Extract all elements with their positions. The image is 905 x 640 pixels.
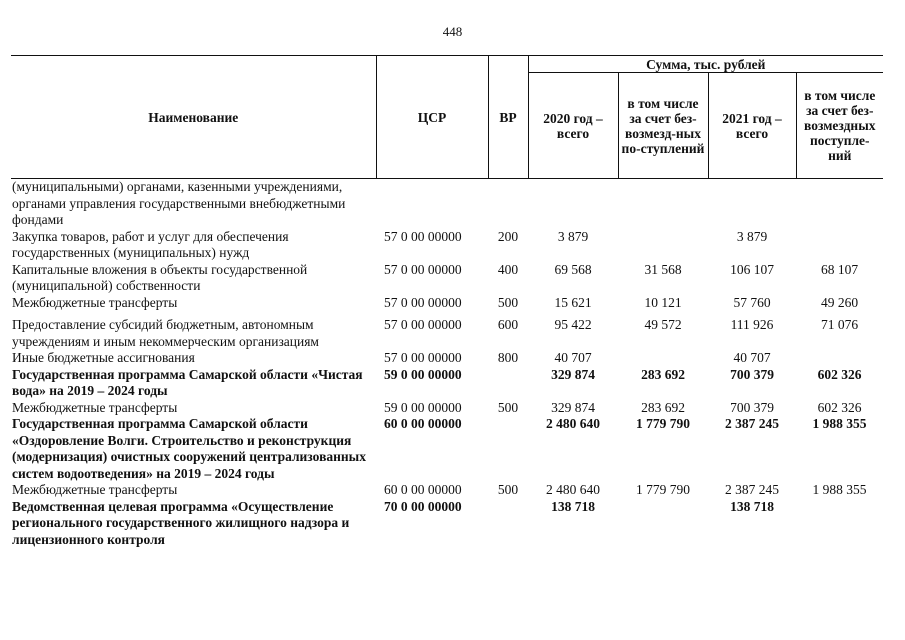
row-2020-grant: 10 121 — [644, 294, 682, 310]
row-name: Закупка товаров, работ и услуг для обеспечения государственных (муниципальных) нужд — [12, 228, 289, 260]
table-row — [11, 262, 883, 295]
row-2020-grant: 49 572 — [644, 317, 682, 332]
table-row — [11, 229, 883, 262]
row-name: Предоставление субсидий бюджетным, автономным учреждениям и иным некоммерческим организациям — [12, 317, 319, 349]
table-row — [11, 350, 883, 367]
row-2020-grant: 1 779 790 — [636, 416, 690, 431]
row-2020-total: 329 874 — [551, 399, 595, 415]
row-name: Капитальные вложения в объекты государственной (муниципальной) собственности — [12, 261, 308, 293]
header-2021-grant: в том числе за счет без-возмездных поступле-ний — [796, 73, 883, 179]
row-2021-grant: 1 988 355 — [812, 482, 867, 497]
row-csr — [376, 179, 488, 229]
row-2021-total: 106 107 — [730, 261, 774, 277]
table-row — [11, 367, 883, 400]
row-2020-total: 95 422 — [554, 317, 592, 332]
row-2020-total — [528, 179, 618, 229]
row-2021-total: 40 707 — [733, 350, 771, 365]
row-2020-total: 3 879 — [557, 228, 589, 244]
row-2020-total: 40 707 — [554, 350, 592, 365]
row-2021-grant: 68 107 — [820, 261, 859, 277]
row-vr — [488, 499, 528, 549]
row-2020-total: 69 568 — [554, 261, 592, 277]
row-name: Государственная программа Самарской области «Оздоровление Волги. Строительство и реконструкция (модернизация) очистных сооружений централизованных систем водоотведения» на 2019 – 2024 годы — [12, 416, 366, 481]
row-csr: 57 0 00 00000 — [384, 294, 462, 310]
row-vr — [488, 416, 528, 482]
header-name: Наименование — [11, 56, 376, 179]
row-2021-total: 57 760 — [733, 294, 771, 310]
row-csr: 57 0 00 00000 — [384, 261, 462, 277]
row-2020-total: 329 874 — [551, 366, 595, 382]
row-2021-total: 138 718 — [730, 498, 774, 514]
row-2020-grant — [618, 179, 708, 229]
header-2021-total: 2021 год – всего — [708, 73, 796, 179]
row-2021-grant — [796, 350, 883, 367]
row-name: Иные бюджетные ассигнования — [12, 350, 195, 365]
row-name: Межбюджетные трансферты — [12, 294, 178, 310]
row-2020-grant: 1 779 790 — [636, 482, 690, 497]
row-2021-grant: 1 988 355 — [812, 416, 867, 431]
row-csr: 59 0 00 00000 — [384, 399, 462, 415]
row-2021-grant: 49 260 — [820, 294, 859, 310]
row-2021-grant: 71 076 — [820, 317, 859, 332]
row-name: (муниципальными) органами, казенными учреждениями, органами управления государственными внебюджетными фондами — [12, 179, 346, 227]
row-2020-total: 2 480 640 — [546, 482, 600, 497]
row-2020-total: 138 718 — [551, 498, 595, 514]
row-2021-total: 3 879 — [736, 228, 768, 244]
row-csr: 57 0 00 00000 — [384, 317, 462, 332]
row-csr: 70 0 00 00000 — [384, 498, 462, 514]
table-row — [11, 179, 883, 229]
row-2020-total: 2 480 640 — [546, 416, 600, 431]
row-vr: 500 — [497, 399, 519, 415]
row-vr: 500 — [497, 482, 519, 497]
row-vr: 600 — [497, 317, 519, 332]
row-2021-total: 111 926 — [730, 317, 774, 332]
row-2020-grant: 283 692 — [641, 399, 685, 415]
header-vr: ВР — [488, 56, 528, 179]
row-2021-grant — [796, 499, 883, 549]
row-2020-grant — [618, 229, 708, 262]
table-row — [11, 482, 883, 499]
page-number: 448 — [442, 24, 463, 39]
table-row — [11, 416, 883, 482]
row-name: Межбюджетные трансферты — [12, 482, 178, 497]
row-vr: 400 — [497, 261, 519, 277]
row-vr: 500 — [497, 294, 519, 310]
row-2020-grant: 31 568 — [644, 261, 682, 277]
row-vr — [488, 179, 528, 229]
row-2021-grant — [796, 229, 883, 262]
row-2021-grant: 602 326 — [817, 366, 862, 382]
budget-table — [11, 55, 883, 548]
row-2021-total: 2 387 245 — [725, 482, 779, 497]
row-csr: 60 0 00 00000 — [384, 416, 462, 431]
row-2020-grant: 283 692 — [641, 366, 685, 382]
row-2021-total — [708, 179, 796, 229]
header-sum-group: Сумма, тыс. рублей — [528, 56, 883, 73]
row-csr: 57 0 00 00000 — [384, 228, 462, 244]
header-csr: ЦСР — [376, 56, 488, 179]
row-2020-grant — [618, 499, 708, 549]
header-2020-grant: в том числе за счет без-возмезд-ных по-ступлений — [618, 73, 708, 179]
row-csr: 60 0 00 00000 — [384, 482, 462, 497]
table-row — [11, 400, 883, 417]
row-csr: 57 0 00 00000 — [384, 350, 462, 365]
row-2021-total: 700 379 — [730, 399, 774, 415]
row-2020-total: 15 621 — [554, 294, 592, 310]
table-row — [11, 295, 883, 312]
row-2021-total: 700 379 — [730, 366, 774, 382]
row-csr: 59 0 00 00000 — [384, 366, 462, 382]
row-2021-grant: 602 326 — [817, 399, 862, 415]
row-name: Межбюджетные трансферты — [12, 399, 178, 415]
table-row — [11, 311, 883, 350]
row-name: Государственная программа Самарской области «Чистая вода» на 2019 – 2024 годы — [12, 366, 363, 398]
row-2020-grant — [618, 350, 708, 367]
row-vr: 200 — [497, 228, 519, 244]
row-2021-grant — [796, 179, 883, 229]
header-2020-total: 2020 год – всего — [528, 73, 618, 179]
row-name: Ведомственная целевая программа «Осуществление регионального государственного жилищного надзора и лицензионного контроля — [12, 498, 350, 547]
table-row — [11, 499, 883, 549]
row-vr: 800 — [497, 350, 519, 365]
row-2021-total: 2 387 245 — [725, 416, 779, 431]
row-vr — [488, 367, 528, 400]
